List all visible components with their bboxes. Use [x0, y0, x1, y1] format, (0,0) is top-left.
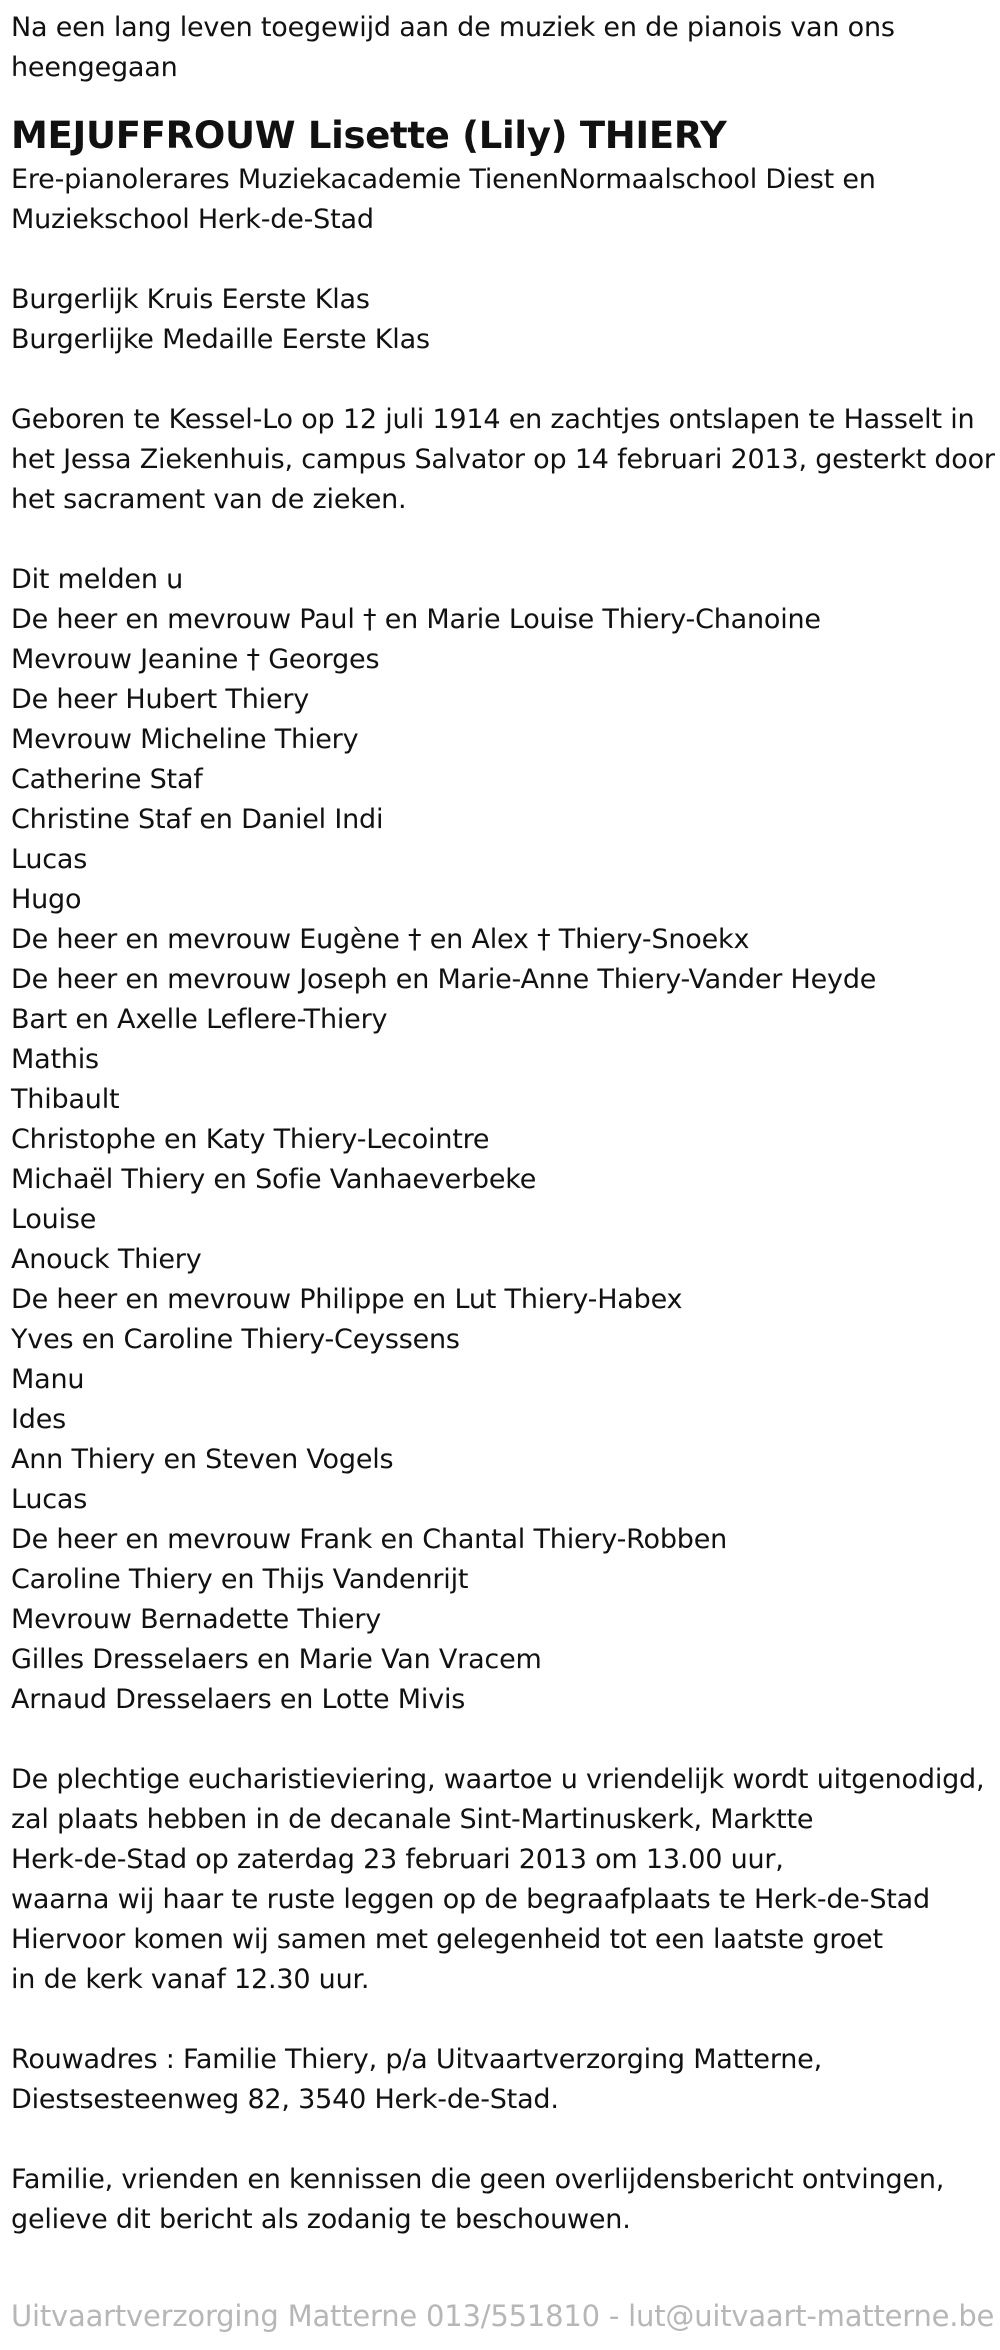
- obituary-notice: [11, 8, 996, 2240]
- mourning-address: [11, 2040, 996, 2120]
- family-member: De heer Hubert Thiery: [11, 684, 310, 715]
- family-member: De heer en mevrouw Philippe en Lut Thiery-Habex: [11, 1284, 683, 1315]
- family-member: Gilles Dresselaers en Marie Van Vracem: [11, 1644, 542, 1675]
- funeral-home-contact: Uitvaartverzorging Matterne 013/551810 - lut@uitvaart-matterne.be: [11, 2299, 995, 2333]
- family-member: Christophe en Katy Thiery-Lecointre: [11, 1124, 490, 1155]
- intro-line: Na een lang leven toegewijd aan de muziek en de pianois van ons: [11, 12, 895, 43]
- announcers-intro: Dit melden u: [11, 564, 184, 595]
- family-member: Manu: [11, 1364, 85, 1395]
- paragraph-line: in de kerk vanaf 12.30 uur.: [11, 1964, 370, 1995]
- address-line: Rouwadres : Familie Thiery, p/a Uitvaartverzorging Matterne,: [11, 2044, 822, 2075]
- family-member: Yves en Caroline Thiery-Ceyssens: [11, 1324, 460, 1355]
- paragraph-line: gelieve dit bericht als zodanig te beschouwen.: [11, 2204, 631, 2235]
- notice-paragraph: [11, 2160, 996, 2240]
- honor-item: Burgerlijk Kruis Eerste Klas: [11, 284, 370, 315]
- family-member: De heer en mevrouw Frank en Chantal Thiery-Robben: [11, 1524, 728, 1555]
- family-member: Louise: [11, 1204, 97, 1235]
- family-member: Mevrouw Micheline Thiery: [11, 724, 359, 755]
- family-member: Anouck Thiery: [11, 1244, 202, 1275]
- family-member: De heer en mevrouw Eugène † en Alex † Thiery-Snoekx: [11, 924, 750, 955]
- role-line: Muziekschool Herk-de-Stad: [11, 204, 374, 235]
- deceased-role: [11, 160, 996, 240]
- family-member: Ides: [11, 1404, 66, 1435]
- family-member: Ann Thiery en Steven Vogels: [11, 1444, 394, 1475]
- birth-death-paragraph: [11, 400, 996, 520]
- address-line: Diestsesteenweg 82, 3540 Herk-de-Stad.: [11, 2084, 559, 2115]
- family-member: De heer en mevrouw Joseph en Marie-Anne Thiery-Vander Heyde: [11, 964, 877, 995]
- honors-list: [11, 280, 996, 360]
- honor-item: Burgerlijke Medaille Eerste Klas: [11, 324, 430, 355]
- family-member: Michaël Thiery en Sofie Vanhaeverbeke: [11, 1164, 537, 1195]
- family-member: Mevrouw Bernadette Thiery: [11, 1604, 382, 1635]
- family-member: Catherine Staf: [11, 764, 203, 795]
- intro-line: heengegaan: [11, 52, 178, 83]
- paragraph-line: waarna wij haar te ruste leggen op de begraafplaats te Herk-de-Stad: [11, 1884, 930, 1915]
- family-member: Thibault: [11, 1084, 120, 1115]
- family-member: Christine Staf en Daniel Indi: [11, 804, 384, 835]
- family-member: Lucas: [11, 844, 88, 875]
- paragraph-line: Hiervoor komen wij samen met gelegenheid tot een laatste groet: [11, 1924, 883, 1955]
- paragraph-line: het Jessa Ziekenhuis, campus Salvator op 14 februari 2013, gesterkt door: [11, 444, 995, 475]
- paragraph-line: het sacrament van de zieken.: [11, 484, 407, 515]
- paragraph-line: Familie, vrienden en kennissen die geen overlijdensbericht ontvingen,: [11, 2164, 945, 2195]
- paragraph-line: Herk-de-Stad op zaterdag 23 februari 2013 om 13.00 uur,: [11, 1844, 784, 1875]
- family-member: Bart en Axelle Leflere-Thiery: [11, 1004, 388, 1035]
- ceremony-paragraph: [11, 1760, 996, 2000]
- family-member: De heer en mevrouw Paul † en Marie Louise Thiery-Chanoine: [11, 604, 821, 635]
- paragraph-line: Geboren te Kessel-Lo op 12 juli 1914 en zachtjes ontslapen te Hasselt in: [11, 404, 975, 435]
- family-member: Mevrouw Jeanine † Georges: [11, 644, 380, 675]
- family-member: Arnaud Dresselaers en Lotte Mivis: [11, 1684, 466, 1715]
- deceased-name: MEJUFFROUW Lisette (Lily) THIERY: [11, 114, 727, 157]
- family-member: Mathis: [11, 1044, 99, 1075]
- family-member: Lucas: [11, 1484, 88, 1515]
- paragraph-line: zal plaats hebben in de decanale Sint-Martinuskerk, Marktte: [11, 1804, 814, 1835]
- family-list: [11, 600, 996, 1720]
- family-member: Caroline Thiery en Thijs Vandenrijt: [11, 1564, 469, 1595]
- role-line: Ere-pianolerares Muziekacademie TienenNormaalschool Diest en: [11, 164, 876, 195]
- paragraph-line: De plechtige eucharistieviering, waartoe u vriendelijk wordt uitgenodigd,: [11, 1764, 985, 1795]
- family-member: Hugo: [11, 884, 82, 915]
- intro-text: [11, 8, 996, 88]
